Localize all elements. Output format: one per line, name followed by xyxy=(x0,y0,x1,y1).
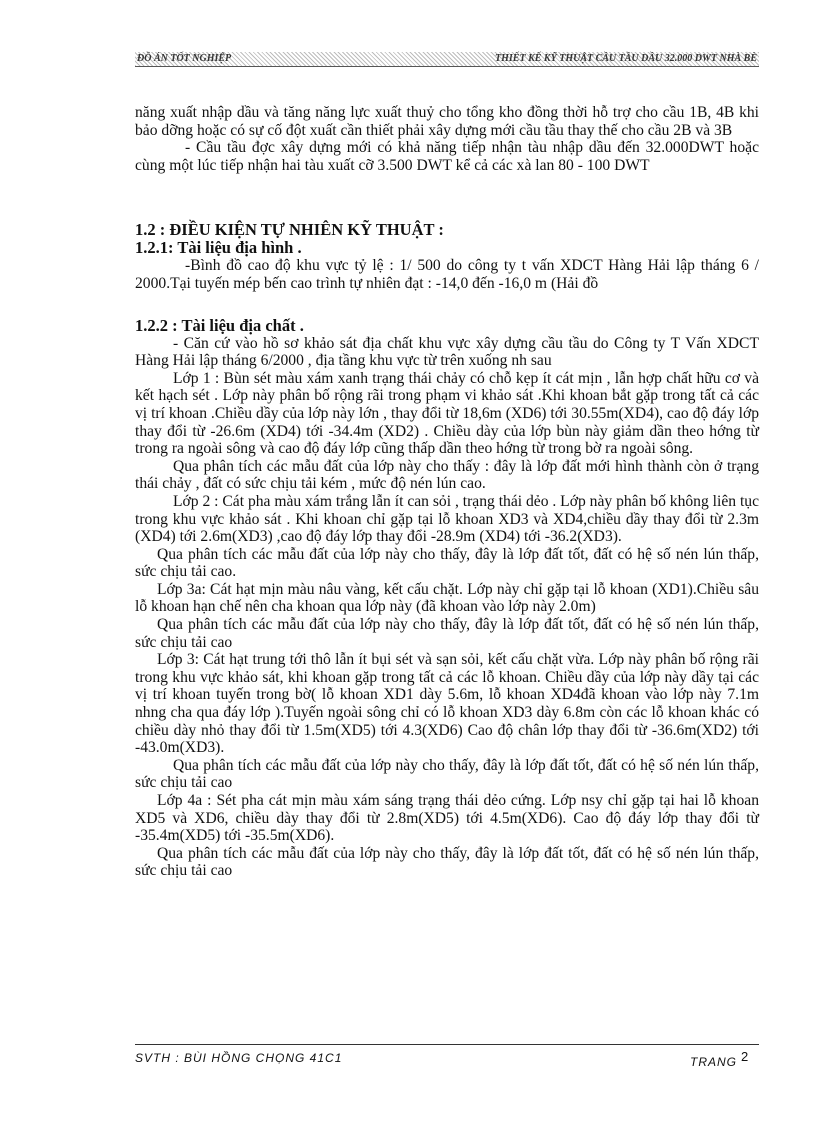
paragraph: Lớp 4a : Sét pha cát mịn màu xám sáng trạng thái dẻo cứng. Lớp nsy chỉ gặp tại hai lỗ khoan XD5 và XD6, chiều dày thay đổi từ 2.8m(XD5) tới 4.5m(XD6). Cao độ đáy lớp thay đổi từ -35.4m(XD5) tới -35.5m(XD6). xyxy=(135,792,759,845)
paragraph: - Cầu tầu đợc xây dựng mới có khả năng tiếp nhận tàu nhập dầu đến 32.000DWT hoặc cùng một lúc tiếp nhận hai tàu xuất cỡ 3.500 DWT kể cả các xà lan 80 - 100 DWT xyxy=(135,139,759,174)
paragraph: Lớp 3: Cát hạt trung tới thô lẫn ít bụi sét và sạn sỏi, kết cấu chặt vừa. Lớp này phân bố rộng rãi trong khu vực khảo sát, khi khoan gặp trong tất cả các lỗ khoan. Chiều dầy của lớp này dầy tại các vị trí khoan tuyến trong bờ( lỗ khoan XD1 dày 5.6m, lỗ khoan XD4đã khoan vào lớp này 7.1m nhng cha qua đáy lớp ).Tuyến ngoài sông chỉ có lỗ khoan XD3 dày 6.8m còn các lỗ khoan khác có chiều dày nhỏ thay đổi từ 1.5m(XD5) tới 4.3(XD6) Cao độ chân lớp thay đổi từ -36.6m(XD2) tới -43.0m(XD3). xyxy=(135,651,759,757)
paragraph: Qua phân tích các mẫu đất của lớp này cho thấy, đây là lớp đất tốt, đất có hệ số nén lún thấp, sức chịu tải cao xyxy=(135,616,759,651)
document-body xyxy=(135,104,759,880)
paragraph: Lớp 2 : Cát pha màu xám trắng lẫn ít can sỏi , trạng thái dẻo . Lớp này phân bố không liên tục trong khu vực khảo sát . Khi khoan chỉ gặp tại lỗ khoan XD3 và XD4,chiều dầy thay đổi từ 2.3m (XD4) tới 2.6m(XD3) ,cao độ đáy lớp thay đổi -28.9m (XD4) tới -36.2(XD3). xyxy=(135,492,759,546)
paragraph: Lớp 3a: Cát hạt mịn màu nâu vàng, kết cấu chặt. Lớp này chỉ gặp tại lỗ khoan (XD1).Chiều sâu lỗ khoan hạn chế nên cha khoan qua lớp này (đã khoan vào lớp này 2.0m) xyxy=(135,580,759,616)
page-label: TRANG xyxy=(690,1055,737,1069)
paragraph: Qua phân tích các mẫu đất của lớp này cho thấy, đây là lớp đất tốt, đất có hệ số nén lún thấp, sức chịu tải cao. xyxy=(135,545,759,581)
paragraph: năng xuất nhập dầu và tăng năng lực xuất thuỷ cho tổng kho đồng thời hỗ trợ cho cầu 1B, 4B khi bảo dỡng hoặc có sự cố đột xuất cần thiết phải xây dựng mới cầu tầu thay thế cho cầu 2B và 3B xyxy=(135,104,759,139)
page-header xyxy=(135,52,759,67)
footer-page xyxy=(690,1049,749,1069)
header-right-text: THIẾT KẾ KỸ THUẬT CẦU TẦU DẦU 32.000 DWT NHÀ BÈ xyxy=(495,53,757,64)
header-left-text: ĐỒ ÁN TỐT NGHIỆP xyxy=(137,53,232,64)
subsection-heading: 1.2.1: Tài liệu địa hình . xyxy=(135,238,302,258)
paragraph: Qua phân tích các mẫu đất của lớp này cho thấy, đây là lớp đất tốt, đất có hệ số nén lún thấp, sức chịu tải cao xyxy=(135,756,759,792)
page-number: 2 xyxy=(741,1049,750,1064)
paragraph: Lớp 1 : Bùn sét màu xám xanh trạng thái chảy có chỗ kẹp ít cát mịn , lẫn hợp chất hữu cơ và kết hạch sét . Lớp này phân bố rộng rãi trong phạm vi khảo sát .Khi khoan bắt gặp trong tất cả các vị trí khoan .Chiều dầy của lớp này lớn , thay đổi từ 18,6m (XD6) tới 30.55m(XD4), cao độ đáy lớp thay đổi từ -26.6m (XD4) tới -34.4m (XD2) . Chiều dày của lớp bùn này giảm dần theo hớng từ trong ra ngoài sông và cao độ đáy lớp cũng thấp dần theo hớng từ trong bờ ra ngoài sông. xyxy=(135,369,759,458)
subsection-heading: 1.2.2 : Tài liệu địa chất . xyxy=(135,315,304,335)
paragraph: Qua phân tích các mẫu đất của lớp này cho thấy : đây là lớp đất mới hình thành còn ở trạng thái chảy , đất có sức chịu tải kém , mức độ nén lún cao. xyxy=(135,457,759,493)
footer-divider xyxy=(135,1044,759,1045)
paragraph: -Bình đồ cao độ khu vực tỷ lệ : 1/ 500 do công ty t vấn XDCT Hàng Hải lập tháng 6 / 2000.Tại tuyến mép bến cao trình tự nhiên đạt : -14,0 đến -16,0 m (Hải đồ xyxy=(135,257,759,292)
section-heading: 1.2 : ĐIỀU KIỆN TỰ NHIÊN KỸ THUẬT : xyxy=(135,220,444,240)
footer-author: SVTH : BÙI HỒNG CHỌNG 41C1 xyxy=(135,1051,343,1065)
paragraph: Qua phân tích các mẫu đất của lớp này cho thấy, đây là lớp đất tốt, đất có hệ số nén lún thấp, sức chịu tải cao xyxy=(135,844,759,880)
paragraph: - Căn cứ vào hồ sơ khảo sát địa chất khu vực xây dựng cầu tầu do Công ty T Vấn XDCT Hàng Hải lập tháng 6/2000 , địa tầng khu vực từ trên xuống nh sau xyxy=(135,334,759,370)
